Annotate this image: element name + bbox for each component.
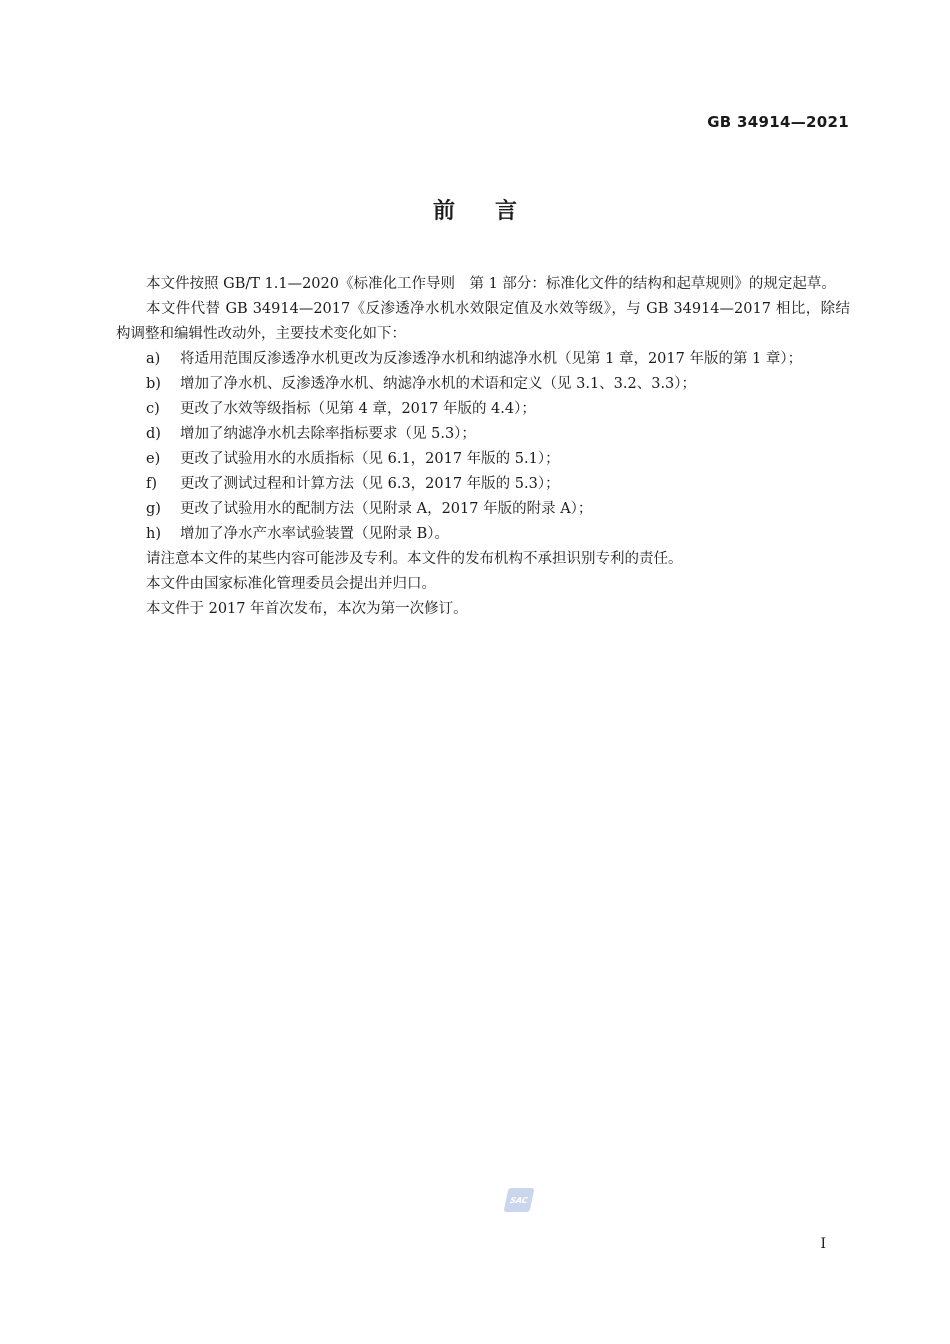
list-item-label: f) bbox=[146, 476, 158, 492]
list-item-text: 增加了纳滤净水机去除率指标要求（见 5.3）； bbox=[180, 426, 476, 442]
list-item bbox=[116, 397, 850, 422]
paragraph-patent-notice: 请注意本文件的某些内容可能涉及专利。本文件的发布机构不承担识别专利的责任。 bbox=[146, 551, 683, 567]
document-body bbox=[116, 272, 850, 622]
paragraph-history: 本文件于 2017 年首次发布，本次为第一次修订。 bbox=[146, 601, 468, 617]
list-item-text: 更改了试验用水的水质指标（见 6.1，2017 年版的 5.1）； bbox=[180, 451, 560, 467]
list-item-label: c) bbox=[146, 401, 160, 417]
list-item-label: h) bbox=[146, 526, 161, 542]
list-item-label: b) bbox=[146, 376, 161, 392]
list-item-text: 更改了试验用水的配制方法（见附录 A，2017 年版的附录 A）； bbox=[180, 501, 593, 517]
list-item-text: 更改了测试过程和计算方法（见 6.3，2017 年版的 5.3）； bbox=[180, 476, 560, 492]
paragraph-proposer: 本文件由国家标准化管理委员会提出并归口。 bbox=[146, 576, 436, 592]
list-item-label: e) bbox=[146, 451, 161, 467]
paragraph-drafting-rules: 本文件按照 GB/T 1.1—2020《标准化工作导则 第 1 部分：标准化文件的结构和起草规则》的规定起草。 bbox=[146, 276, 836, 292]
page-title: 前言 bbox=[432, 199, 557, 224]
list-item bbox=[116, 497, 850, 522]
list-item-label: a) bbox=[146, 351, 161, 367]
standard-number: GB 34914—2021 bbox=[707, 113, 849, 131]
sac-logo-icon: SAC bbox=[503, 1188, 534, 1212]
list-item-text: 将适用范围反渗透净水机更改为反渗透净水机和纳滤净水机（见第 1 章，2017 年版的第 1 章）； bbox=[180, 351, 803, 367]
list-item bbox=[116, 372, 850, 397]
list-item bbox=[116, 522, 850, 547]
list-item-label: g) bbox=[146, 501, 161, 517]
list-item-text: 更改了水效等级指标（见第 4 章，2017 年版的 4.4）； bbox=[180, 401, 536, 417]
changes-list bbox=[116, 347, 850, 547]
list-item-text: 增加了净水产水率试验装置（见附录 B）。 bbox=[180, 526, 450, 542]
paragraph-replacement: 本文件代替 GB 34914—2017《反渗透净水机水效限定值及水效等级》，与 GB 34914—2017 相比，除结构调整和编辑性改动外，主要技术变化如下： bbox=[116, 301, 850, 342]
list-item bbox=[116, 347, 850, 372]
list-item bbox=[116, 422, 850, 447]
list-item-label: d) bbox=[146, 426, 161, 442]
list-item bbox=[116, 472, 850, 497]
list-item bbox=[116, 447, 850, 472]
list-item-text: 增加了净水机、反渗透净水机、纳滤净水机的术语和定义（见 3.1、3.2、3.3）； bbox=[180, 376, 697, 392]
page-number: I bbox=[820, 1236, 826, 1252]
